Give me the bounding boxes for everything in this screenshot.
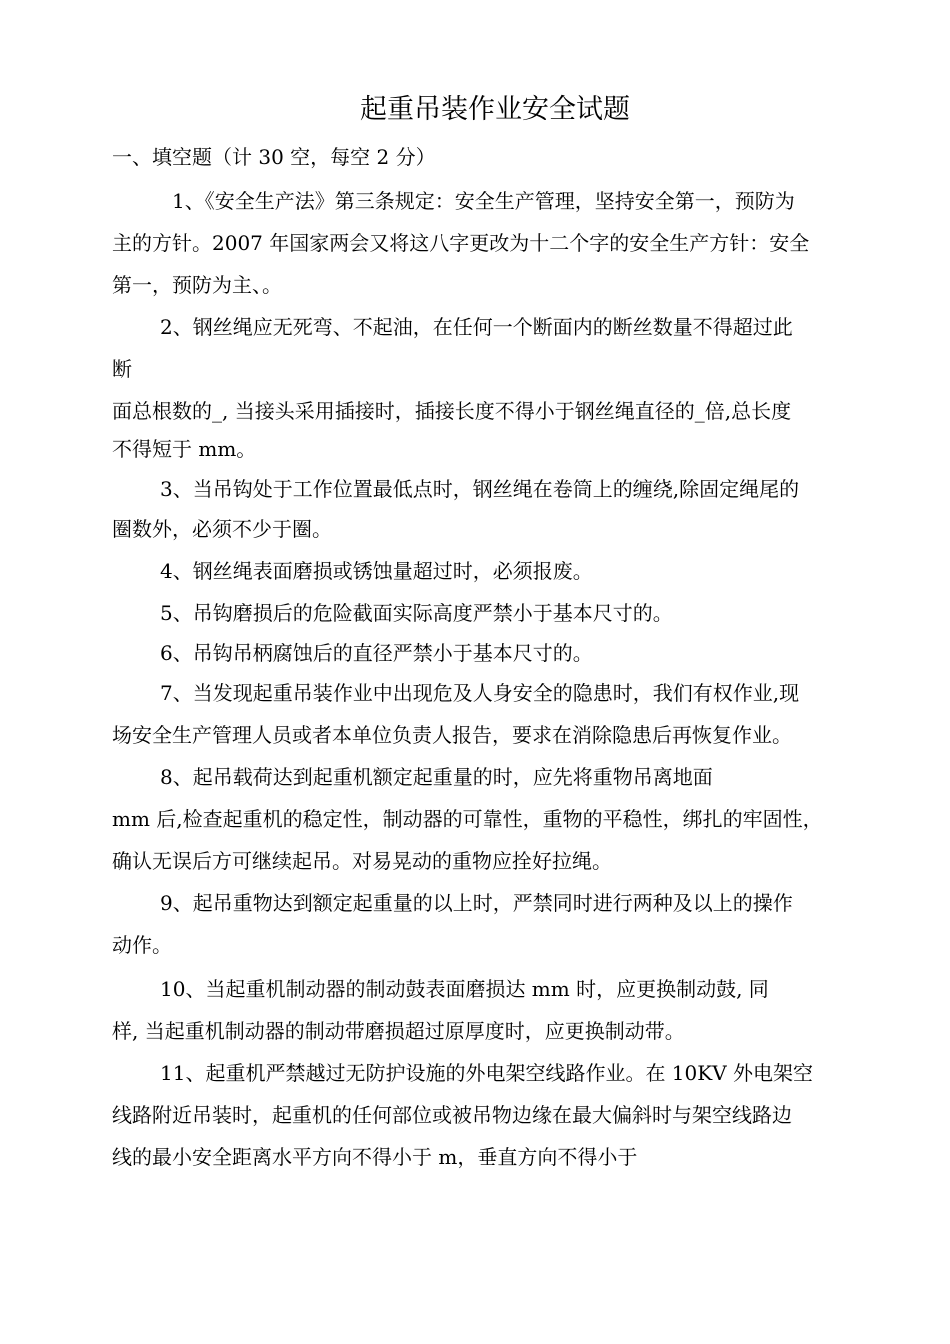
question-11-line-3: 线的最小安全距离水平方向不得小于 m，垂直方向不得小于 bbox=[112, 1145, 638, 1169]
question-7-line-2: 场安全生产管理人员或者本单位负责人报告，要求在消除隐患后再恢复作业。 bbox=[112, 723, 792, 747]
question-2-line-3: 面总根数的_, 当接头采用插接时，插接长度不得小于钢丝绳直径的_倍,总长度 bbox=[112, 399, 792, 423]
question-10-line-1: 10、当起重机制动器的制动鼓表面磨损达 mm 时，应更换制动鼓, 同 bbox=[160, 977, 769, 1001]
question-3-line-2: 圈数外，必须不少于圈。 bbox=[112, 517, 332, 541]
question-1-line-2: 主的方针。2007 年国家两会又将这八字更改为十二个字的安全生产方针：安全 bbox=[112, 231, 810, 255]
question-9-line-1: 9、起吊重物达到额定起重量的以上时，严禁同时进行两种及以上的操作 bbox=[160, 891, 793, 915]
question-4-line-1: 4、钢丝绳表面磨损或锈蚀量超过时，必须报废。 bbox=[160, 559, 593, 583]
question-11-line-1: 11、起重机严禁越过无防护设施的外电架空线路作业。在 10KV 外电架空 bbox=[160, 1061, 813, 1085]
question-9-line-2: 动作。 bbox=[112, 933, 172, 957]
section-heading: 一、填空题（计 30 空，每空 2 分） bbox=[112, 145, 436, 169]
question-1-line-3: 第一，预防为主、。 bbox=[112, 273, 282, 297]
question-11-line-2: 线路附近吊装时，起重机的任何部位或被吊物边缘在最大偏斜时与架空线路边 bbox=[112, 1103, 792, 1127]
question-6-line-1: 6、吊钩吊柄腐蚀后的直径严禁小于基本尺寸的。 bbox=[160, 641, 593, 665]
question-8-line-2: mm 后,检查起重机的稳定性，制动器的可靠性，重物的平稳性，绑扎的牢固性， bbox=[112, 807, 823, 831]
question-2-line-4: 不得短于 mm。 bbox=[112, 437, 257, 461]
question-8-line-1: 8、起吊载荷达到起重机额定起重量的时，应先将重物吊离地面 bbox=[160, 765, 713, 789]
question-5-line-1: 5、吊钩磨损后的危险截面实际高度严禁小于基本尺寸的。 bbox=[160, 601, 673, 625]
page-title: 起重吊装作业安全试题 bbox=[360, 94, 630, 125]
question-1-line-1: 1、《安全生产法》第三条规定：安全生产管理，坚持安全第一，预防为 bbox=[172, 189, 795, 213]
question-3-line-1: 3、当吊钩处于工作位置最低点时，钢丝绳在卷筒上的缠绕,除固定绳尾的 bbox=[160, 477, 800, 501]
question-2-line-1: 2、钢丝绳应无死弯、不起油，在任何一个断面内的断丝数量不得超过此 bbox=[160, 315, 793, 339]
question-2-line-2: 断 bbox=[112, 357, 132, 381]
question-10-line-2: 样, 当起重机制动器的制动带磨损超过原厚度时，应更换制动带。 bbox=[112, 1019, 685, 1043]
question-8-line-3: 确认无误后方可继续起吊。对易晃动的重物应拴好拉绳。 bbox=[112, 849, 612, 873]
question-7-line-1: 7、当发现起重吊装作业中出现危及人身安全的隐患时，我们有权作业,现 bbox=[160, 681, 800, 705]
